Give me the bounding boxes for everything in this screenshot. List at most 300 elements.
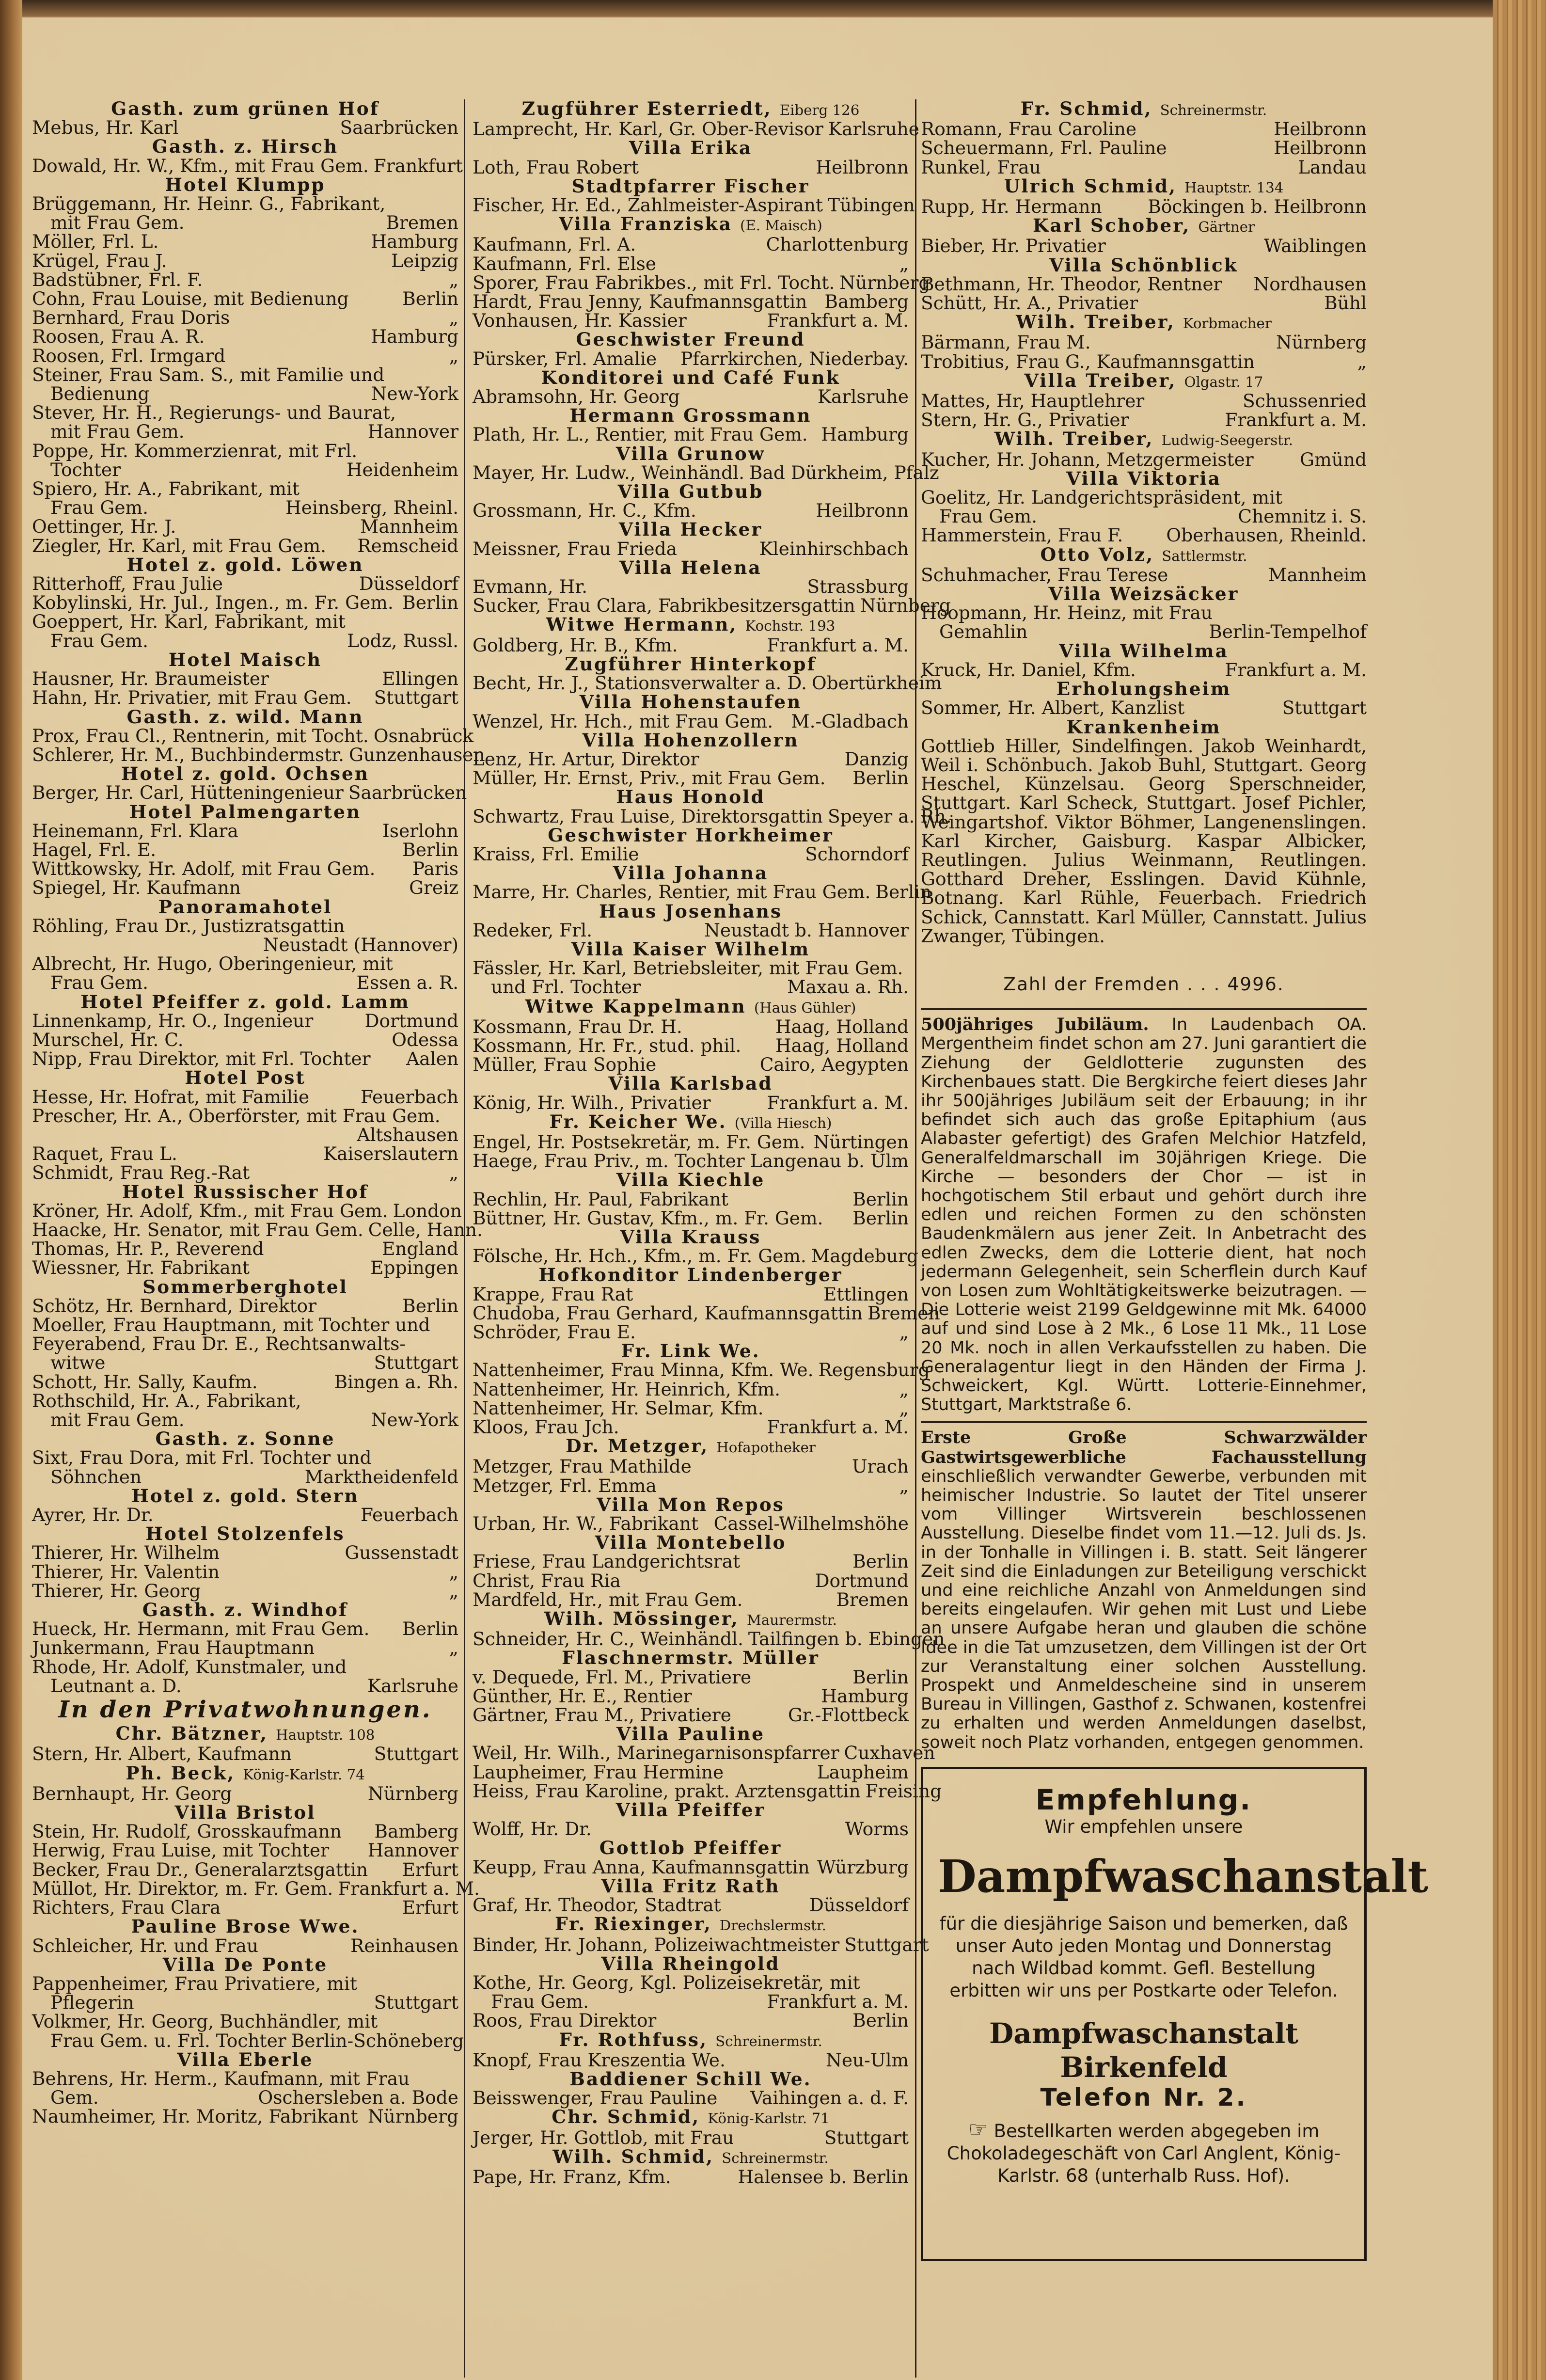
lodging-address: Schreinermstr. bbox=[715, 2032, 822, 2049]
guest-entry bbox=[921, 450, 1367, 469]
lodging-heading bbox=[32, 1764, 458, 1784]
guest-entry bbox=[473, 881, 932, 903]
guest-hometown: Erfurt bbox=[402, 1858, 458, 1880]
guest-entry bbox=[32, 1373, 458, 1392]
guest-entry-line: Hoopmann, Hr. Heinz, mit Frau bbox=[921, 602, 1213, 624]
guest-entry bbox=[473, 1190, 909, 1209]
guest-hometown: „ bbox=[1357, 350, 1367, 372]
lodging-heading bbox=[473, 1877, 909, 1896]
guest-hometown: Cassel-Wilhelmshöhe bbox=[713, 1513, 909, 1535]
lodging-name: Gottlob Pfeiffer bbox=[599, 1837, 782, 1859]
guest-entry bbox=[473, 2011, 909, 2030]
lodging-heading bbox=[473, 1915, 909, 1935]
guest-name: Leutnant a. D. bbox=[50, 1675, 182, 1697]
lodging-name: Villa Hohenzollern bbox=[582, 729, 799, 751]
guest-entry bbox=[32, 252, 458, 270]
guest-entry bbox=[473, 2089, 909, 2108]
guest-hometown: Vaihingen a. d. F. bbox=[750, 2087, 909, 2109]
guest-entry bbox=[32, 841, 458, 859]
guest-hometown: Tailfingen b. Ebingen bbox=[748, 1628, 945, 1650]
lodging-name: Flaschnermstr. Müller bbox=[562, 1647, 820, 1669]
guest-entry bbox=[473, 194, 915, 216]
guest-hometown: „ bbox=[899, 1397, 909, 1419]
guest-entry-line: Röhling, Frau Dr., Justizratsgattin bbox=[32, 915, 345, 936]
lodging-name: Sommerberghotel bbox=[142, 1276, 348, 1298]
guest-name: Abramsohn, Hr. Georg bbox=[473, 386, 680, 408]
guest-entry bbox=[473, 1036, 909, 1055]
guest-hometown: Dortmund bbox=[815, 1570, 909, 1591]
lodging-heading bbox=[473, 368, 909, 387]
guest-entry bbox=[921, 411, 1367, 429]
guest-name: Kröner, Hr. Adolf, Kfm., mit Frau Gem. bbox=[32, 1200, 388, 1222]
guest-hometown: „ bbox=[449, 1637, 458, 1659]
guest-hometown: Obertürkheim bbox=[811, 672, 942, 694]
lodging-heading bbox=[473, 520, 909, 539]
guest-hometown: Karlsruhe bbox=[828, 118, 919, 140]
guest-name: Söhnchen bbox=[50, 1466, 142, 1488]
lodging-name: Villa Rheingold bbox=[601, 1952, 780, 1974]
guest-entry bbox=[32, 1126, 458, 1144]
guest-name: Naumheimer, Hr. Moritz, Fabrikant bbox=[32, 2106, 358, 2127]
lodging-heading bbox=[473, 1437, 909, 1457]
guest-entry bbox=[473, 1514, 909, 1533]
guest-hometown: Hamburg bbox=[371, 231, 458, 253]
lodging-heading bbox=[32, 1803, 458, 1822]
guest-hometown: Remscheid bbox=[357, 535, 458, 556]
guest-hometown: Frankfurt a. M. bbox=[767, 1991, 909, 2013]
guest-name: Metzger, Frau Mathilde bbox=[473, 1456, 692, 1477]
guest-name: Raquet, Frau L. bbox=[32, 1143, 177, 1165]
guest-hometown: Regensburg bbox=[818, 1359, 930, 1381]
lodging-name: Villa Montebello bbox=[595, 1532, 787, 1554]
lodging-heading bbox=[473, 788, 909, 807]
lodging-name: Gasth. z. Sonne bbox=[155, 1428, 335, 1450]
lodging-heading bbox=[32, 1068, 458, 1087]
guest-hometown: „ bbox=[449, 345, 458, 366]
lodging-address: Hauptstr. 108 bbox=[276, 1727, 375, 1744]
lodging-address: Hofapotheker bbox=[716, 1439, 816, 1456]
guest-name: Haege, Frau Priv., m. Tochter bbox=[473, 1150, 745, 1172]
guest-entry bbox=[921, 526, 1367, 545]
guest-entry-line: Goeppert, Hr. Karl, Fabrikant, mit bbox=[32, 611, 346, 633]
guest-hometown: Ettlingen bbox=[823, 1283, 909, 1305]
guest-hometown: Schorndorf bbox=[805, 843, 909, 865]
guest-hometown: Heidenheim bbox=[346, 459, 458, 480]
ad-note bbox=[938, 2118, 1350, 2187]
guest-hometown: Heilbronn bbox=[1274, 118, 1367, 140]
guest-hometown: Ellingen bbox=[382, 668, 458, 690]
lodging-name: Hermann Grossmann bbox=[569, 405, 812, 427]
guest-name: Mayer, Hr. Ludw., Weinhändl. bbox=[473, 461, 744, 483]
guest-entry bbox=[473, 1687, 909, 1706]
guest-name: Hausner, Hr. Braumeister bbox=[32, 668, 269, 690]
guest-name: Meissner, Frau Frieda bbox=[473, 538, 677, 559]
guest-entry bbox=[473, 921, 909, 940]
guest-entry bbox=[473, 1571, 909, 1590]
guest-name: Jerger, Hr. Gottlob, mit Frau bbox=[473, 2126, 734, 2148]
guest-name: Hahn, Hr. Privatier, mit Frau Gem. bbox=[32, 687, 352, 709]
lodging-heading bbox=[473, 1533, 909, 1552]
guest-name: Bethmann, Hr. Theodor, Rentner bbox=[921, 273, 1222, 295]
guest-name: Bieber, Hr. Privatier bbox=[921, 235, 1106, 257]
lodging-heading bbox=[32, 1183, 458, 1202]
page-top-edge bbox=[0, 0, 1546, 19]
guest-entry bbox=[32, 1582, 458, 1601]
guest-entry bbox=[473, 235, 909, 254]
guest-entry bbox=[32, 1353, 458, 1372]
guest-hometown: Haag, Holland bbox=[775, 1034, 909, 1056]
lodging-address: Maurermstr. bbox=[746, 1612, 837, 1629]
lodging-name: Villa Grunow bbox=[615, 443, 766, 464]
guest-hometown: Berlin bbox=[852, 1551, 909, 1572]
guest-hometown: Stuttgart bbox=[824, 2126, 909, 2148]
guest-name: Lamprecht, Hr. Karl, Gr. Ober-Revisor bbox=[473, 118, 823, 140]
guest-hometown: „ bbox=[449, 307, 458, 329]
guest-name: Schott, Hr. Sally, Kaufm. bbox=[32, 1371, 258, 1393]
lodging-heading bbox=[473, 1725, 909, 1744]
guest-hometown: Berlin bbox=[852, 767, 909, 789]
guest-entry bbox=[32, 1031, 458, 1049]
guest-entry-line: Volkmer, Hr. Georg, Buchhändler, mit bbox=[32, 2011, 378, 2032]
visitor-count: Zahl der Fremden . . . 4996. bbox=[1003, 973, 1284, 995]
guest-entry bbox=[32, 1638, 458, 1657]
guest-hometown: Karlsruhe bbox=[367, 1675, 458, 1697]
guest-entry-line: Pappenheimer, Frau Privatiere, mit bbox=[32, 1972, 357, 1994]
guest-entry bbox=[473, 978, 909, 997]
guest-name: Tochter bbox=[50, 459, 121, 480]
guest-name: Oettinger, Hr. J. bbox=[32, 516, 176, 538]
lodging-name: Hotel z. gold. Ochsen bbox=[121, 763, 370, 785]
guest-hometown: „ bbox=[899, 1378, 909, 1400]
guest-entry bbox=[473, 1820, 909, 1839]
guest-name: Sucker, Frau Clara, Fabrikbesitzersgattin bbox=[473, 595, 855, 617]
guest-entry bbox=[473, 292, 909, 311]
guest-entry bbox=[32, 1822, 458, 1841]
guest-entry bbox=[32, 1012, 458, 1031]
guest-hometown: Neu-Ulm bbox=[826, 2049, 909, 2071]
lodging-heading bbox=[473, 1954, 909, 1973]
guest-name: Christ, Frau Ria bbox=[473, 1570, 621, 1591]
guest-name: Schleicher, Hr. und Frau bbox=[32, 1935, 259, 1956]
guest-entry bbox=[473, 349, 909, 368]
guest-entry bbox=[473, 1590, 909, 1609]
guest-hometown: Frankfurt a. M. bbox=[767, 1092, 909, 1113]
lodging-name: Hofkonditor Lindenberger bbox=[538, 1264, 843, 1286]
guest-hometown: Langenau b. Ulm bbox=[750, 1150, 909, 1172]
lodging-name: Villa Pfeiffer bbox=[615, 1799, 766, 1821]
guest-hometown: Nürtingen bbox=[813, 1131, 909, 1153]
guest-name: Junkermann, Frau Hauptmann bbox=[32, 1637, 315, 1659]
guest-entry-line: Prescher, Hr. A., Oberförster, mit Frau Gem. bbox=[32, 1105, 441, 1127]
guest-entry bbox=[32, 460, 458, 479]
guest-hometown: Hamburg bbox=[821, 1685, 909, 1707]
guest-name: Marre, Hr. Charles, Rentier, mit Frau Gem. bbox=[473, 881, 871, 903]
guest-name: Hardt, Frau Jenny, Kaufmannsgattin bbox=[473, 291, 807, 313]
lodging-name: Villa Mon Repos bbox=[597, 1493, 785, 1515]
guest-name: Grossmann, Hr. C., Kfm. bbox=[473, 500, 696, 522]
guest-name: Wolff, Hr. Dr. bbox=[473, 1818, 592, 1840]
guest-entry bbox=[473, 2168, 909, 2187]
guest-hometown: Würzburg bbox=[817, 1856, 909, 1878]
guest-name: Thierer, Hr. Valentin bbox=[32, 1561, 220, 1583]
guest-name: Bedienung bbox=[50, 383, 150, 405]
guest-name: Heiss, Frau Karoline, prakt. Arztensgattin bbox=[473, 1780, 861, 1802]
guest-entry bbox=[32, 1411, 458, 1429]
guest-hometown: Bremen bbox=[386, 212, 458, 234]
patient-list: Gottlieb Hiller, Sindelfingen. Jakob Weinhardt, Weil i. Schönbuch. Jakob Buhl, Stuttgart. Georg Heschel, Künzelsau. Georg Sperschneider, Stuttgart. Karl Scheck, Stuttgart. Josef Pichler, Weingartshof. Viktor Böhmer, Langenenslingen. Karl Kircher, Gaisburg. Kaspar Albicker, Reutlingen. Julius Weinmann, Reutlingen. Gotthard Dreher, Esslingen. David Kühnle, Botnang. Karl Rühle, Feuerbach. Friedrich Schick, Cannstatt. Karl Müller, Cannstatt. Julius Zwanger, Tübingen. bbox=[921, 735, 1367, 947]
guest-hometown: Frankfurt a. M. bbox=[767, 634, 909, 656]
guest-entry-line: Spiero, Hr. A., Fabrikant, mit bbox=[32, 478, 300, 500]
guest-name: Schneider, Hr. C., Weinhändl. bbox=[473, 1628, 743, 1650]
guest-name: Goldberg, Hr. B., Kfm. bbox=[473, 634, 678, 656]
guest-name: Evmann, Hr. bbox=[473, 576, 588, 598]
guest-entry bbox=[32, 1860, 458, 1879]
guest-entry bbox=[921, 237, 1367, 255]
lodging-heading bbox=[473, 177, 909, 196]
guest-hometown: Waiblingen bbox=[1263, 235, 1367, 257]
guest-entry bbox=[32, 213, 458, 232]
guest-entry bbox=[473, 1209, 909, 1228]
guest-name: Hesse, Hr. Hofrat, mit Familie bbox=[32, 1086, 310, 1108]
lodging-name: Villa Schönblick bbox=[1049, 254, 1238, 276]
guest-entry bbox=[473, 2051, 909, 2070]
lodging-heading bbox=[921, 680, 1367, 698]
news-lottery bbox=[921, 1015, 1367, 1414]
lodging-name: Erholungsheim bbox=[1056, 678, 1231, 700]
guest-entry-line: Feyerabend, Frau Dr. E., Rechtsanwalts- bbox=[32, 1333, 406, 1355]
lodging-name: Stadtpfarrer Fischer bbox=[571, 175, 810, 197]
lodging-name: Gasth. z. Windhof bbox=[142, 1599, 348, 1621]
guest-column-3 bbox=[921, 98, 1428, 2261]
guest-hometown: Nürnberg bbox=[839, 271, 931, 293]
guest-hometown: Stuttgart bbox=[1282, 697, 1367, 719]
guest-entry-line: Kothe, Hr. Georg, Kgl. Polizeisekretär, mit bbox=[473, 1971, 860, 1993]
lodging-name: Hotel Russischer Hof bbox=[122, 1181, 369, 1203]
lodging-name: Hotel Stolzenfels bbox=[145, 1523, 345, 1545]
guest-entry bbox=[473, 577, 909, 596]
guest-entry bbox=[921, 392, 1367, 411]
guest-hometown: Magdeburg bbox=[811, 1245, 918, 1267]
guest-name: Redeker, Frl. bbox=[473, 919, 593, 941]
guest-name: Prox, Frau Cl., Rentnerin, mit Tocht. bbox=[32, 725, 369, 746]
guest-entry bbox=[921, 507, 1367, 526]
guest-hometown: Haag, Holland bbox=[775, 1015, 909, 1037]
guest-name: Nattenheimer, Hr. Selmar, Kfm. bbox=[473, 1397, 764, 1419]
lodging-heading bbox=[921, 585, 1367, 603]
lodging-name: Gasth. zum grünen Hof bbox=[111, 98, 379, 119]
guest-hometown: „ bbox=[899, 1321, 909, 1343]
lodging-address: Gärtner bbox=[1198, 219, 1255, 236]
guest-hometown: New-York bbox=[371, 1409, 458, 1431]
guest-name: Wiessner, Hr. Fabrikant bbox=[32, 1257, 250, 1279]
guest-entry bbox=[473, 1858, 909, 1877]
lodging-heading bbox=[473, 99, 909, 120]
guest-name: Roosen, Frl. Irmgard bbox=[32, 345, 226, 366]
guest-entry bbox=[473, 1245, 918, 1267]
guest-name: Gemahlin bbox=[939, 621, 1028, 643]
guest-name: Hueck, Hr. Hermann, mit Frau Gem. bbox=[32, 1618, 370, 1640]
guest-entry bbox=[473, 425, 909, 444]
lodging-heading bbox=[32, 137, 458, 156]
lodging-address: Ludwig-Seegerstr. bbox=[1161, 432, 1294, 449]
guest-hometown: Schussenried bbox=[1243, 390, 1367, 412]
guest-entry bbox=[32, 632, 458, 651]
ad-body: für die diesjährige Saison und bemerken, daß unser Auto jeden Montag und Donnerstag nach Wildbad kommt. Gefl. Bestellung erbitten wir uns per Postkarte oder Telefon. bbox=[939, 1913, 1348, 2001]
guest-entry bbox=[473, 1055, 909, 1074]
lodging-heading bbox=[921, 718, 1367, 737]
guest-entry bbox=[32, 1219, 483, 1240]
guest-hometown: Reinhausen bbox=[350, 1935, 458, 1956]
guest-hometown: Nordhausen bbox=[1253, 273, 1367, 295]
lodging-heading bbox=[32, 708, 458, 727]
guest-entry bbox=[32, 517, 458, 536]
guest-name: Thierer, Hr. Georg bbox=[32, 1580, 201, 1602]
guest-entry bbox=[473, 118, 919, 140]
lodging-name: Wilh. Treiber, bbox=[994, 428, 1154, 450]
guest-name: Kruck, Hr. Daniel, Kfm. bbox=[921, 659, 1136, 681]
guest-entry bbox=[473, 712, 909, 731]
lodging-heading bbox=[921, 99, 1367, 120]
guest-name: Beisswenger, Frau Pauline bbox=[473, 2087, 718, 2109]
guest-name: Weil, Hr. Wilh., Marinegarnisonspfarrer bbox=[473, 1742, 839, 1764]
news-body: einschließlich verwandter Gewerbe, verbunden mit heimischer Industrie. So lautet der Titel unserer vom Villinger Wirtsverein beschlossenen Ausstellung. Dieselbe findet vom 11.—12. Juli ds. Js. in der Tonhalle in Villingen i. B. statt. Seit längerer Zeit sind die Einladungen zur Beteiligung verschickt und eine reichliche Anzahl von Anmeldungen sind bereits eingelaufen. Wir gehen mit Lust und Liebe an unsere Aufgabe heran und glauben die schöne Idee in die Tat umzusetzen, dem Villingen ist der Ort zur Veranstaltung einer solchen Ausstellung. Prospekt und Anmeldescheine sind in unserem Bureau in Villingen, Gasthof z. Schwanen, kostenfrei zu erhalten und werden Anmeldungen daselbst, soweit noch Platz vorhanden, entgegen genommen. bbox=[921, 1466, 1367, 1752]
guest-hometown: Dortmund bbox=[364, 1010, 458, 1031]
guest-name: Müller, Hr. Ernst, Priv., mit Frau Gem. bbox=[473, 767, 826, 789]
guest-column-1 bbox=[32, 98, 485, 2127]
guest-entry bbox=[473, 1399, 909, 1418]
lodging-name: Otto Volz, bbox=[1040, 543, 1154, 565]
guest-entry bbox=[921, 622, 1367, 641]
guest-entry bbox=[32, 1563, 458, 1582]
guest-hometown: Stuttgart bbox=[374, 1992, 458, 2014]
ad-intro: Wir empfehlen unsere bbox=[1044, 1816, 1243, 1837]
guest-entry bbox=[32, 973, 458, 992]
guest-entry bbox=[32, 1745, 458, 1763]
guest-entry bbox=[32, 118, 458, 137]
lodging-heading bbox=[473, 940, 909, 959]
guest-entry bbox=[473, 1094, 909, 1112]
guest-entry bbox=[32, 936, 458, 954]
guest-name: Richters, Frau Clara bbox=[32, 1897, 221, 1919]
guest-entry bbox=[473, 1418, 909, 1437]
guest-entry bbox=[32, 744, 485, 765]
guest-entry bbox=[921, 661, 1367, 680]
lodging-heading bbox=[32, 1524, 458, 1543]
lodging-name: Villa Krauss bbox=[620, 1226, 761, 1248]
guest-name: und Frl. Tochter bbox=[491, 976, 641, 998]
guest-name: Friese, Frau Landgerichtsrat bbox=[473, 1551, 741, 1572]
guest-entry-line: Poppe, Hr. Kommerzienrat, mit Frl. bbox=[32, 440, 358, 461]
guest-entry-line: Goelitz, Hr. Landgerichtspräsident, mit bbox=[921, 487, 1283, 508]
guest-name: Mardfeld, Hr., mit Frau Gem. bbox=[473, 1588, 743, 1610]
lodging-name: Zugführer Esterriedt, bbox=[521, 98, 772, 119]
guest-hometown: Odessa bbox=[392, 1029, 458, 1050]
ad-title: Empfehlung. bbox=[1035, 1783, 1252, 1816]
guest-name: Becker, Frau Dr., Generalarztsgattin bbox=[32, 1858, 368, 1880]
page-stack-edge bbox=[1493, 0, 1546, 2380]
lodging-name: Witwe Hermann, bbox=[546, 614, 738, 635]
lodging-name: Krankenheim bbox=[1066, 716, 1221, 738]
lodging-name: Hotel z. gold. Löwen bbox=[126, 554, 364, 575]
guest-hometown: London bbox=[393, 1200, 462, 1222]
news-headline: 500jähriges Jubiläum. bbox=[921, 1015, 1149, 1035]
lodging-name: Hotel Pfeiffer z. gold. Lamm bbox=[80, 991, 410, 1013]
guest-name: Herwig, Frau Luise, mit Tochter bbox=[32, 1840, 330, 1861]
guest-entry bbox=[473, 387, 909, 406]
lodging-name: Dr. Metzger, bbox=[566, 1435, 709, 1457]
guest-hometown: „ bbox=[899, 253, 909, 274]
guest-name: Chudoba, Frau Gerhard, Kaufmannsgattin bbox=[473, 1302, 863, 1324]
guest-hometown: Celle, Hann. bbox=[368, 1219, 483, 1240]
guest-name: Haacke, Hr. Senator, mit Frau Gem. bbox=[32, 1219, 363, 1240]
guest-hometown: Stuttgart bbox=[374, 1352, 458, 1374]
guest-hometown: Stuttgart bbox=[374, 1743, 458, 1765]
guest-name: Sporer, Frau Fabrikbes., mit Frl. Tocht. bbox=[473, 271, 835, 293]
guest-hometown: Bad Dürkheim, Pfalz bbox=[749, 461, 939, 483]
guest-entry bbox=[473, 1780, 942, 1802]
lodging-name: Fr. Rothfuss, bbox=[559, 2029, 708, 2050]
guest-entry bbox=[32, 1841, 458, 1860]
guest-name: Pflegerin bbox=[50, 1992, 134, 2014]
guest-hometown: Nürnberg bbox=[367, 1782, 458, 1804]
lodging-heading bbox=[32, 1724, 458, 1745]
lodging-heading bbox=[473, 2108, 909, 2128]
guest-name: Knopf, Frau Kreszentia We. bbox=[473, 2049, 726, 2071]
lodging-heading bbox=[921, 313, 1367, 333]
lodging-heading bbox=[473, 997, 909, 1017]
guest-name: witwe bbox=[50, 1352, 106, 1374]
guest-hometown: Greiz bbox=[409, 877, 458, 899]
guest-hometown: „ bbox=[449, 1162, 458, 1184]
lodging-name: Karl Schober, bbox=[1032, 215, 1191, 237]
guest-name: Scheuermann, Frl. Pauline bbox=[921, 137, 1167, 159]
guest-hometown: Frankfurt a. M. bbox=[1225, 409, 1367, 431]
guest-name: Nattenheimer, Hr. Heinrich, Kfm. bbox=[473, 1378, 781, 1400]
guest-entry bbox=[473, 1552, 909, 1571]
guest-name: Frau Gem. bbox=[939, 506, 1038, 527]
ad-phone: Telefon Nr. 2. bbox=[1040, 2083, 1247, 2111]
guest-name: Mattes, Hr, Hauptlehrer bbox=[921, 390, 1145, 412]
guest-name: Nipp, Frau Direktor, mit Frl. Tochter bbox=[32, 1048, 371, 1070]
guest-name: Badstübner, Frl. F. bbox=[32, 269, 203, 290]
guest-entry bbox=[921, 275, 1367, 294]
guest-name: Schmidt, Frau Reg.-Rat bbox=[32, 1162, 250, 1184]
guest-hometown: Nürnberg bbox=[860, 595, 951, 617]
guest-entry bbox=[473, 2128, 909, 2147]
guest-entry bbox=[32, 384, 458, 403]
lodging-name: Fr. Riexinger, bbox=[555, 1913, 712, 1935]
guest-entry-line: Albrecht, Hr. Hugo, Oberingenieur, mit bbox=[32, 953, 393, 975]
lodging-name: Gasth. z. Hirsch bbox=[152, 136, 339, 158]
lodging-heading bbox=[473, 215, 909, 235]
lodging-heading bbox=[473, 1342, 909, 1361]
lodging-heading bbox=[32, 1278, 458, 1297]
column-rule bbox=[915, 99, 916, 2378]
guest-entry bbox=[32, 725, 474, 746]
guest-hometown: Bamberg bbox=[824, 291, 909, 313]
lodging-heading bbox=[473, 139, 909, 158]
guest-hometown: Heinsberg, Rheinl. bbox=[285, 497, 458, 519]
lodging-heading bbox=[32, 2050, 458, 2069]
guest-column-2 bbox=[473, 98, 952, 2188]
guest-hometown: Kaiserslautern bbox=[323, 1143, 458, 1165]
lodging-heading bbox=[473, 731, 909, 750]
lodging-name: Villa Johanna bbox=[613, 862, 769, 884]
lodging-name: Wilh. Mössinger, bbox=[544, 1608, 739, 1630]
guest-name: Bärmann, Frau M. bbox=[921, 332, 1091, 353]
guest-name: Vonhausen, Hr. Kassier bbox=[473, 310, 687, 332]
lodging-heading bbox=[32, 898, 458, 917]
